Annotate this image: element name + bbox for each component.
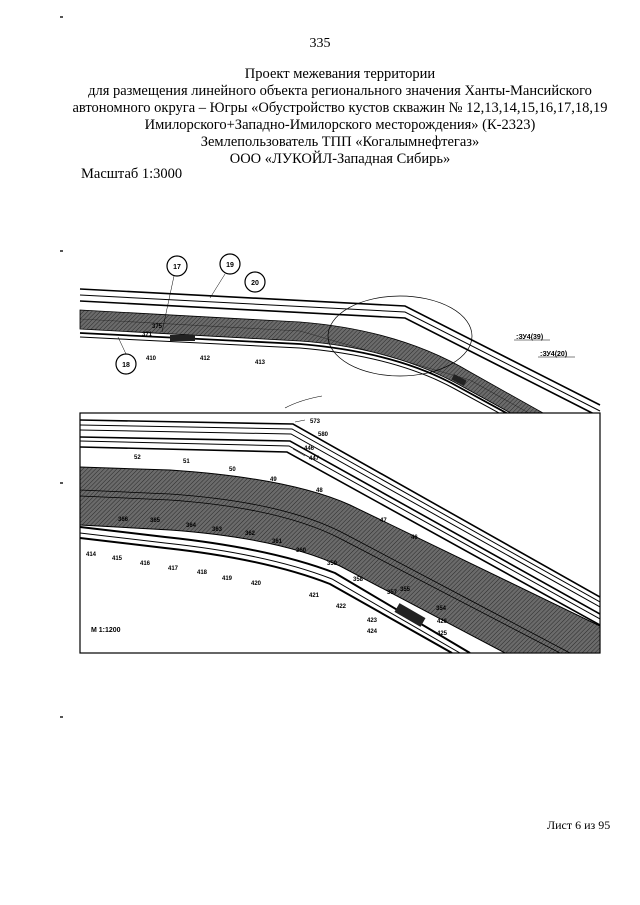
point-label: 423	[367, 618, 378, 624]
point-label: 364	[186, 523, 197, 529]
circle-label: 19	[226, 262, 234, 269]
point-label: 360	[296, 548, 307, 554]
point-label: 413	[255, 360, 266, 366]
point-label: 446	[304, 446, 315, 452]
point-label: 414	[86, 552, 97, 558]
point-label: 46	[411, 535, 418, 541]
point-label: 371	[142, 332, 153, 338]
point-label: 363	[212, 527, 223, 533]
point-label: 420	[251, 581, 262, 587]
structure-block	[170, 335, 195, 341]
scan-mark	[60, 482, 63, 484]
scan-mark	[60, 250, 63, 252]
point-label: 580	[318, 432, 329, 438]
point-label: 366	[118, 517, 129, 523]
point-label: 415	[112, 556, 123, 562]
point-label: 50	[229, 467, 236, 473]
point-label: 358	[353, 577, 364, 583]
point-label: 412	[200, 356, 211, 362]
inset-map	[80, 413, 600, 653]
point-label: 410	[146, 356, 157, 362]
point-label: 49	[270, 477, 277, 483]
road-line	[80, 289, 600, 405]
point-label: 426	[437, 619, 448, 625]
inset-scale-label: М 1:1200	[91, 627, 121, 634]
sheet-number: Лист 6 из 95	[547, 818, 611, 832]
header-line: автономного округа – Югры «Обустройство кустов скважин № 12,13,14,15,16,17,18,19	[72, 100, 608, 116]
point-label: 365	[150, 518, 161, 524]
header-line: для размещения линейного объекта регионального значения Ханты-Мансийского	[88, 83, 592, 99]
header-line: Землепользователь ТПП «Когалымнефтегаз»	[200, 134, 480, 150]
point-label: 359	[327, 561, 338, 567]
page-number: 335	[309, 36, 331, 51]
point-label: 573	[310, 419, 321, 425]
point-label: 362	[245, 531, 256, 537]
scan-mark	[60, 716, 63, 718]
parcel-label: :ЗУ4(39)	[516, 334, 544, 341]
point-label: 419	[222, 576, 233, 582]
circle-label: 17	[173, 264, 181, 271]
point-label: 47	[380, 518, 387, 524]
circle-label: 20	[251, 280, 259, 287]
point-label: 48	[316, 488, 323, 494]
point-label: 51	[183, 459, 190, 465]
circle-label: 18	[122, 362, 130, 369]
parcel-label: :ЗУ4(20)	[540, 351, 568, 358]
point-label: 425	[437, 631, 448, 637]
point-label: 357	[387, 590, 398, 596]
point-label: 418	[197, 570, 208, 576]
point-label: 417	[168, 566, 179, 572]
point-label: 447	[309, 456, 320, 462]
point-label: 424	[367, 629, 378, 635]
header-line: ООО «ЛУКОЙЛ-Западная Сибирь»	[229, 151, 451, 167]
detail-leader	[285, 396, 322, 408]
scale-label: Масштаб 1:3000	[81, 166, 183, 182]
point-label: 416	[140, 561, 151, 567]
point-label: 375	[152, 324, 163, 330]
point-label: 422	[336, 604, 347, 610]
point-label: 361	[272, 539, 283, 545]
point-label: 355	[400, 587, 411, 593]
point-label: 421	[309, 593, 320, 599]
point-label: 354	[436, 606, 447, 612]
scan-mark	[60, 16, 63, 18]
header-line: Проект межевания территории	[244, 66, 436, 82]
header-line: Имилорского+Западно-Имилорского месторождения» (К-2323)	[144, 117, 536, 133]
point-label: 52	[134, 455, 141, 461]
